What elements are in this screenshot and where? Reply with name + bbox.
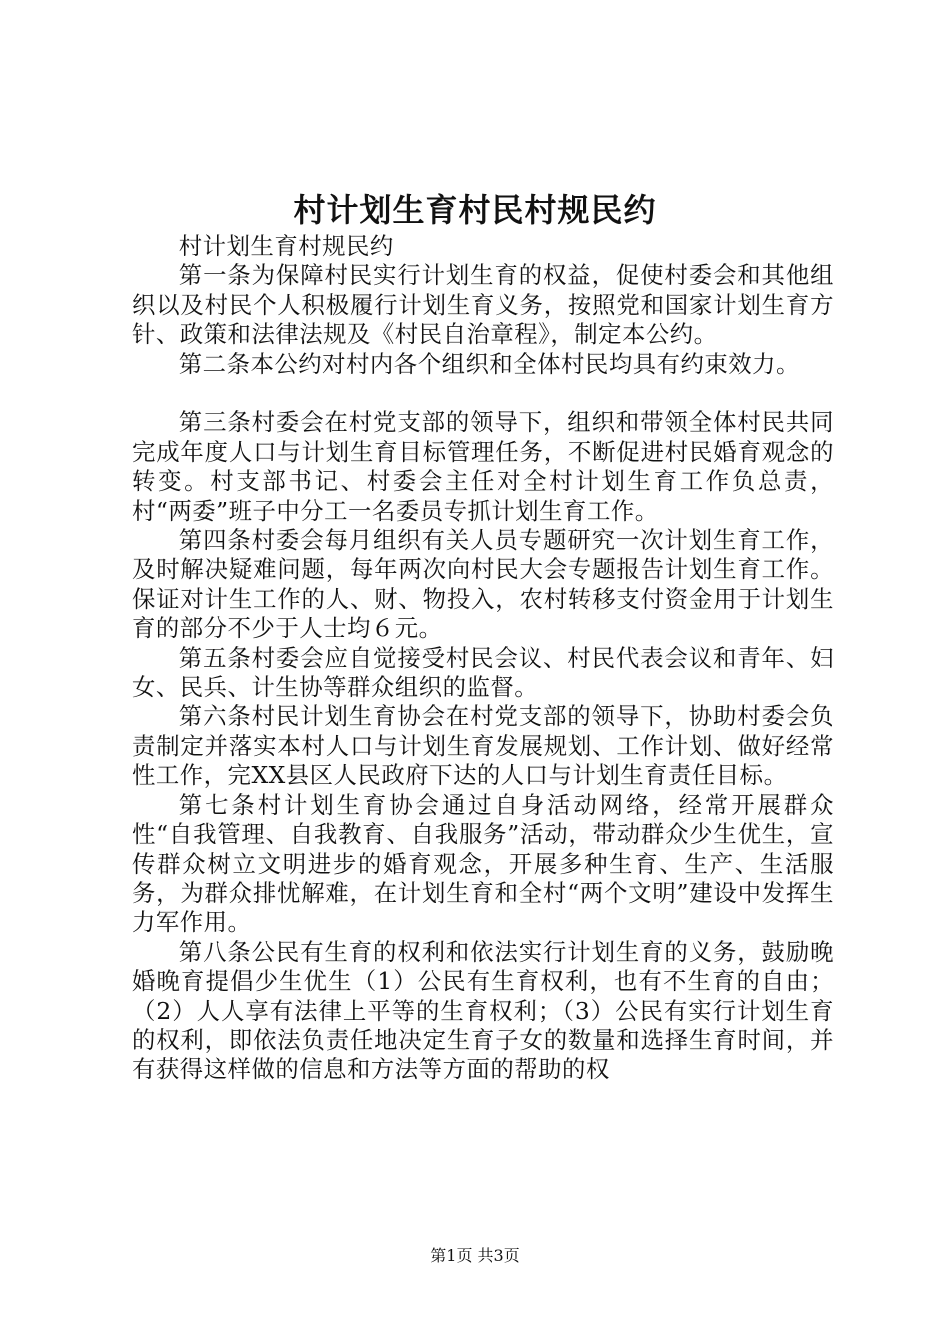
subtitle-paragraph: 村计划生育村规民约 xyxy=(178,232,394,260)
article-1-paragraph: 第一条为保障村民实行计划生育的权益，促使村委会和其他组织以及村民个人积极履行计划生育义务，按照党和国家计划生育方针、政策和法律法规及《村民自治章程》，制定本公约。 xyxy=(132,261,834,349)
article-2-paragraph: 第二条本公约对村内各个组织和全体村民均具有约束效力。 xyxy=(178,349,800,378)
article-8-paragraph: 第八条公民有生育的权利和依法实行计划生育的义务，鼓励晚婚晚育提倡少生优生（1）公民有生育权利，也有不生育的自由；（2）人人享有法律上平等的生育权利；（3）公民有实行计划生育的权利，即依法负责任地决定生育子女的数量和选择生育时间，并有获得这样做的信息和方法等方面的帮助的权 xyxy=(132,937,834,1084)
article-3-paragraph: 第三条村委会在村党支部的领导下，组织和带领全体村民共同完成年度人口与计划生育目标管理任务，不断促进村民婚育观念的转变。村支部书记、村委会主任对全村计划生育工作负总责，村“两委”班子中分工一名委员专抓计划生育工作。 xyxy=(132,408,834,525)
article-4-paragraph: 第四条村委会每月组织有关人员专题研究一次计划生育工作，及时解决疑难问题，每年两次向村民大会专题报告计划生育工作。保证对计生工作的人、财、物投入，农村转移支付资金用于计划生育的部分不少于人士均６元。 xyxy=(132,526,834,643)
article-5-paragraph: 第五条村委会应自觉接受村民会议、村民代表会议和青年、妇女、民兵、计生协等群众组织的监督。 xyxy=(132,643,834,702)
document-title: 村计划生育村民村规民约 xyxy=(293,191,657,229)
article-7-paragraph: 第七条村计划生育协会通过自身活动网络，经常开展群众性“自我管理、自我教育、自我服务”活动，带动群众少生优生，宣传群众树立文明进步的婚育观念，开展多种生育、生产、生活服务，为群众排忧解难，在计划生育和全村“两个文明”建设中发挥生力军作用。 xyxy=(132,790,834,937)
page-number: 第1页 共3页 xyxy=(430,1246,520,1265)
article-6-paragraph: 第六条村民计划生育协会在村党支部的领导下，协助村委会负责制定并落实本村人口与计划生育发展规划、工作计划、做好经常性工作，完XX县区人民政府下达的人口与计划生育责任目标。 xyxy=(132,702,834,790)
blank-line xyxy=(132,379,834,408)
document-body xyxy=(132,232,834,1085)
